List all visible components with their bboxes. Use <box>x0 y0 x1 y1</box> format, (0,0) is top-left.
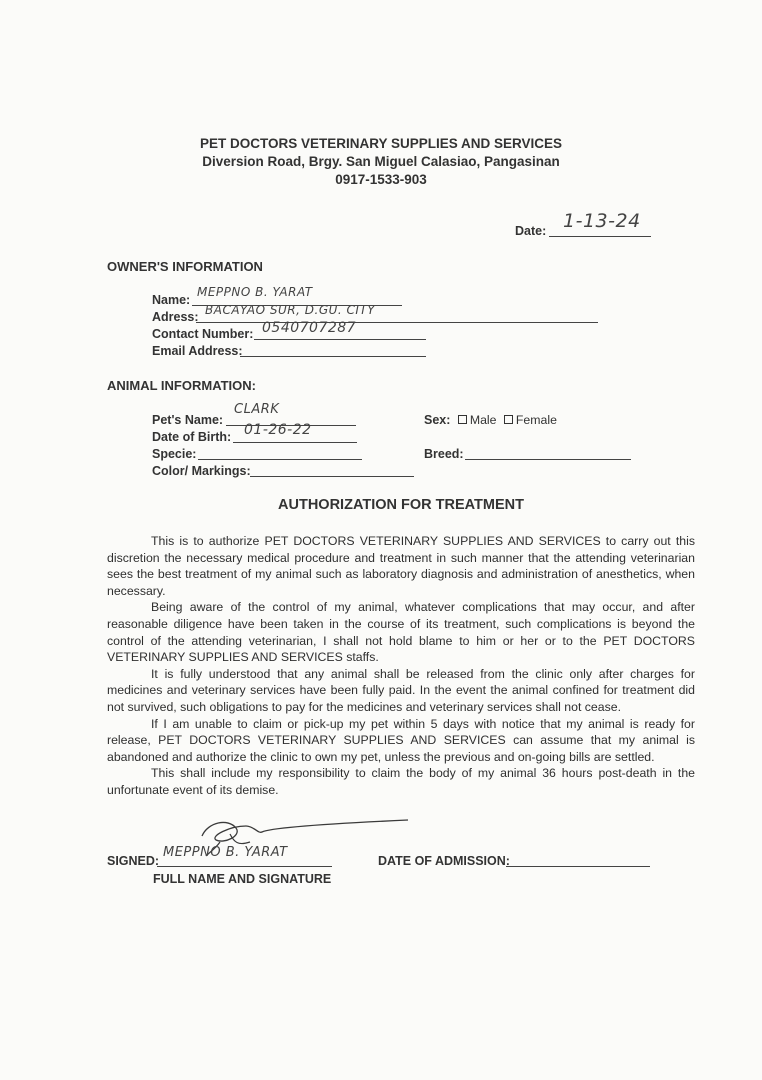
signed-line <box>157 866 332 867</box>
email-label: Email Address: <box>152 344 243 358</box>
authorization-paragraph: It is fully understood that any animal shall be released from the clinic only after charges for medicines and veterinary services have been fully paid. In the event the animal confined for treatment did not survived, such obligations to pay for the medicines and veterinary services shall not cease. <box>107 666 695 714</box>
animal-info-heading: ANIMAL INFORMATION: <box>107 378 256 393</box>
date-label: Date: <box>515 224 547 238</box>
date-value[interactable]: 1-13-24 <box>563 210 641 232</box>
full-name-signature-label: FULL NAME AND SIGNATURE <box>153 872 332 886</box>
authorization-paragraph: This is to authorize PET DOCTORS VETERINARY SUPPLIES AND SERVICES to carry out this discretion the necessary medical procedure and treatment in such manner that the attending veterinarian sees the best treatment of my animal such as laboratory diagnosis and administration of anesthetics, when necessary. <box>107 534 695 598</box>
dob-line <box>233 442 357 443</box>
owner-address-value[interactable]: BACAYAO SUR, D.GU. CITY <box>205 303 376 317</box>
signed-value[interactable]: MEPPNO B. YARAT <box>163 845 288 860</box>
sex-field <box>424 413 557 427</box>
breed-label: Breed: <box>424 447 464 461</box>
female-option: Female <box>515 413 557 427</box>
company-phone: 0917-1533-903 <box>335 172 427 187</box>
dob-value[interactable]: 01-26-22 <box>244 422 312 438</box>
pet-name-label: Pet's Name: <box>152 413 224 427</box>
contact-number-value[interactable]: 0540707287 <box>262 320 357 336</box>
date-of-admission-line <box>506 866 650 867</box>
pet-name-value[interactable]: CLARK <box>234 402 280 417</box>
authorization-paragraph: Being aware of the control of my animal, whatever complications that may occur, and after reasonable diligence have been taken in the course of its treatment, such complications is beyond the control of the attending veterinarian, I shall not hold blame to him or her or to the PET DOCTORS VETERINARY SUPPLIES AND SERVICES staffs. <box>107 600 695 665</box>
color-markings-line <box>250 476 414 477</box>
specie-label: Specie: <box>152 447 197 461</box>
authorization-body <box>107 533 695 799</box>
company-address: Diversion Road, Brgy. San Miguel Calasiao, Pangasinan <box>202 154 560 169</box>
date-line <box>549 236 651 237</box>
breed-line <box>465 459 631 460</box>
male-checkbox[interactable] <box>458 415 467 424</box>
company-name: PET DOCTORS VETERINARY SUPPLIES AND SERVICES <box>199 136 563 151</box>
authorization-paragraph: If I am unable to claim or pick-up my pet within 5 days with notice that my animal is ready for release, PET DOCTORS VETERINARY SUPPLIES AND SERVICES can assume that my animal is abandoned and authorize the clinic to own my pet, unless the previous and on-going bills are settled. <box>107 716 695 764</box>
authorization-title: AUTHORIZATION FOR TREATMENT <box>278 497 524 513</box>
sex-label: Sex: <box>424 413 451 427</box>
authorization-paragraph: This shall include my responsibility to claim the body of my animal 36 hours post-death in the unfortunate event of its demise. <box>107 766 695 797</box>
owner-address-label: Adress: <box>152 310 199 324</box>
contact-number-label: Contact Number: <box>152 327 254 341</box>
owner-address-line <box>196 322 598 323</box>
color-markings-label: Color/ Markings: <box>152 464 251 478</box>
female-checkbox[interactable] <box>504 415 513 424</box>
male-option: Male <box>469 413 497 427</box>
signed-label: SIGNED: <box>107 854 160 868</box>
date-of-admission-label: DATE OF ADMISSION: <box>378 854 510 868</box>
specie-line <box>198 459 362 460</box>
dob-label: Date of Birth: <box>152 430 232 444</box>
owner-info-heading: OWNER'S INFORMATION <box>107 259 263 274</box>
contact-number-line <box>254 339 426 340</box>
owner-name-value[interactable]: MEPPNO B. YARAT <box>197 285 313 299</box>
owner-name-label: Name: <box>152 293 191 307</box>
email-line <box>240 356 426 357</box>
